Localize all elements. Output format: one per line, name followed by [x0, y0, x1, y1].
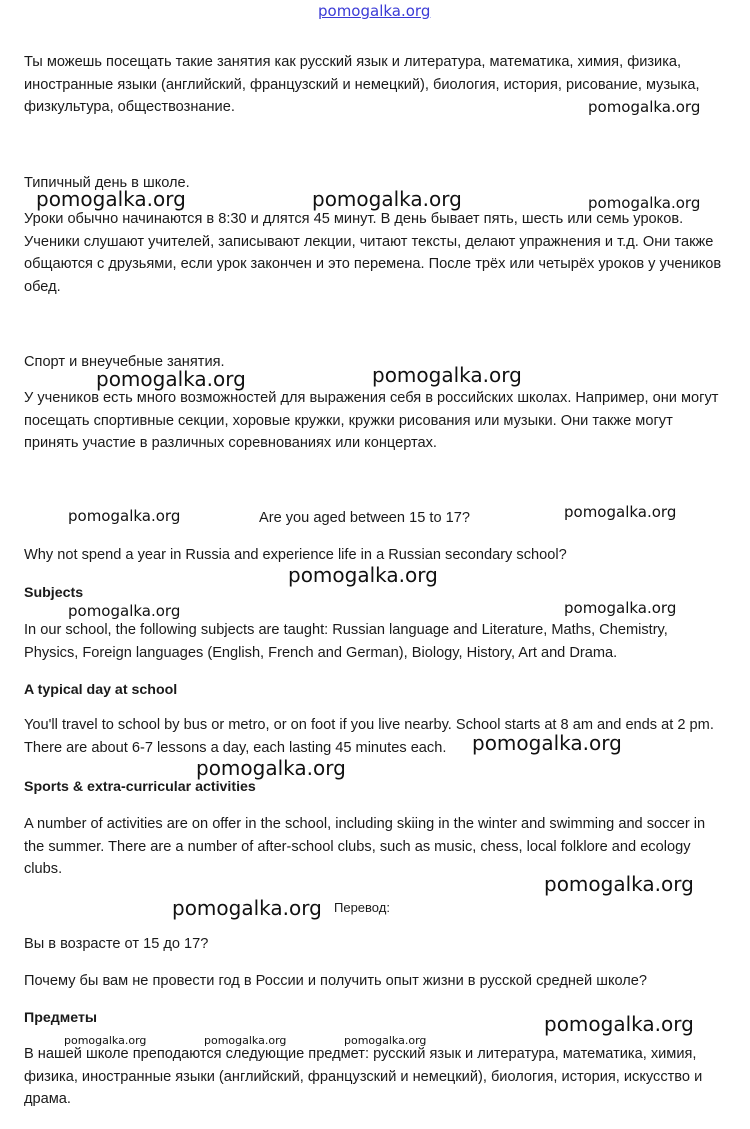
ru-age-question: Вы в возрасте от 15 до 17? [24, 936, 209, 952]
watermark: pomogalka.org [288, 563, 438, 587]
ru-sport-title: Спорт и внеучебные занятия. [24, 354, 225, 370]
watermark: pomogalka.org [204, 1034, 287, 1047]
watermark: pomogalka.org [68, 507, 181, 525]
en-sports-paragraph: A number of activities are on offer in the school, including skiing in the winter and swimming and soccer in the summer. There are a number of after-school clubs, such as music, chess, local folklore and ecology clubs. [24, 816, 706, 877]
watermark: pomogalka.org [68, 602, 181, 620]
ru-subjects-paragraph-translation: В нашей школе преподаются следующие предмет: русский язык и литература, математика, химия, физика, иностранные языки (английский, французский и немецкий), биология, история, искусство и драма. [24, 1046, 703, 1107]
watermark: pomogalka.org [588, 194, 701, 212]
en-typical-title: A typical day at school [24, 682, 178, 698]
watermark: pomogalka.org [344, 1034, 427, 1047]
en-sports-title: Sports & extra-curricular activities [24, 779, 256, 795]
watermark: pomogalka.org [544, 872, 694, 896]
ru-typical-day-title: Типичный день в школе. [24, 175, 190, 191]
ru-subjects-title: Предметы [24, 1010, 98, 1026]
watermark: pomogalka.org [564, 503, 677, 521]
ru-typical-day-paragraph: Уроки обычно начинаются в 8:30 и длятся 45 минут. В день бывает пять, шесть или семь уроков. Ученики слушают учителей, записывают лекции, читают тексты, делают упражнения и т.д. Они также общаются с друзьями, если урок закончен и это перемена. После трёх или четырёх уроков у учеников обед. [24, 211, 722, 295]
ru-why-not: Почему бы вам не провести год в России и получить опыт жизни в русской средней школе? [24, 973, 648, 989]
en-age-question: Are you aged between 15 to 17? [259, 510, 470, 526]
en-why-not: Why not spend a year in Russia and experience life in a Russian secondary school? [24, 547, 567, 563]
watermark: pomogalka.org [564, 599, 677, 617]
en-subjects-title: Subjects [24, 585, 84, 601]
watermark: pomogalka.org [64, 1034, 147, 1047]
en-typical-paragraph: You'll travel to school by bus or metro, or on foot if you live nearby. School starts at 8 am and ends at 2 pm. There are about 6-7 lessons a day, each lasting 45 minutes each. [24, 717, 714, 756]
watermark: pomogalka.org [196, 756, 346, 780]
watermark: pomogalka.org [172, 896, 322, 920]
watermark: pomogalka.org [472, 731, 622, 755]
en-subjects-paragraph: In our school, the following subjects are taught: Russian language and Literature, Maths, Chemistry, Physics, Foreign languages (English, French and German), Biology, History, Art and Drama. [24, 622, 668, 661]
ru-subjects-paragraph: Ты можешь посещать такие занятия как русский язык и литература, математика, химия, физика, иностранные языки (английский, французский и немецкий), биология, история, рисование, музыка, физкультура, обществознание. [24, 54, 700, 115]
translation-label: Перевод: [334, 900, 390, 915]
ru-sport-paragraph: У учеников есть много возможностей для выражения себя в российских школах. Например, они могут посещать спортивные секции, хоровые кружки, кружки рисования или музыки. Они также могут принять участие в различных соревнованиях или концертах. [24, 390, 719, 451]
watermark: pomogalka.org [36, 187, 186, 211]
top-site-link[interactable]: pomogalka.org [318, 2, 431, 20]
watermark: pomogalka.org [588, 98, 701, 116]
watermark: pomogalka.org [312, 187, 462, 211]
watermark: pomogalka.org [96, 367, 246, 391]
watermark: pomogalka.org [544, 1012, 694, 1036]
watermark: pomogalka.org [372, 363, 522, 387]
